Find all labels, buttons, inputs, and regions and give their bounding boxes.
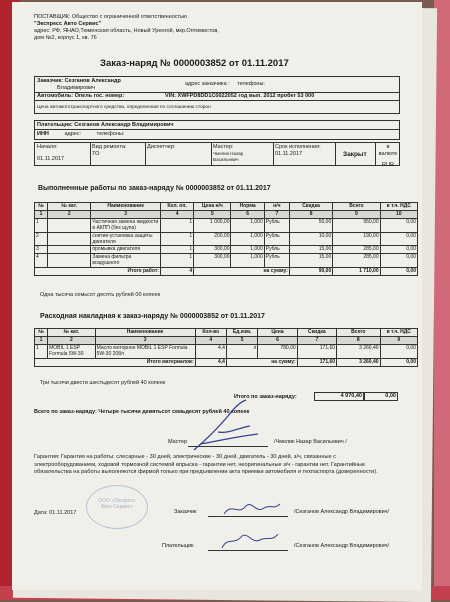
deadline-cell bbox=[275, 144, 331, 158]
mat-col-price: Цена bbox=[258, 329, 297, 337]
payer-box bbox=[34, 120, 400, 140]
supplier-address-1: адрес: РФ, ЯНАО,Тюменская область, Новый Уренгой, мкр.Оптимистов, bbox=[34, 27, 219, 34]
works-col-vat: в т.ч. НДС bbox=[380, 203, 417, 211]
materials-total-vat: 0,00 bbox=[380, 358, 417, 366]
works-cell bbox=[48, 246, 91, 254]
payer-sign-label: Плательщик bbox=[162, 543, 194, 549]
currency-cell bbox=[377, 144, 399, 169]
materials-sum-label: на сумму: bbox=[226, 358, 297, 366]
mat-num-9: 9 bbox=[380, 337, 417, 345]
works-col-qty: Кол. оп. bbox=[160, 203, 193, 211]
materials-heading: Расходная накладная к заказ-наряду № 0000003852 от 01.11.2017 bbox=[40, 313, 265, 320]
deadline-value: 01.11.2017 bbox=[275, 150, 303, 157]
works-col-norm: Норма bbox=[231, 203, 264, 211]
client-name-2: Владимирович bbox=[57, 85, 96, 91]
works-cell: снятие-установка защиты двигателя bbox=[91, 232, 161, 246]
materials-total-label: Итого материалов: bbox=[35, 358, 196, 366]
client-name: Сезганов Александр bbox=[64, 78, 121, 84]
works-cell: 285,00 bbox=[333, 246, 380, 254]
master-sign-name: /Чмелик Назар Васильевич / bbox=[274, 439, 347, 445]
mat-num-5: 5 bbox=[226, 337, 257, 345]
works-cell: 950,00 bbox=[333, 219, 380, 233]
dispatcher-label: Диспетчер: bbox=[147, 144, 176, 150]
mat-num-4: 4 bbox=[195, 337, 226, 345]
mat-cell: 0,00 bbox=[380, 345, 417, 359]
works-col-unit: н/ч bbox=[264, 203, 289, 211]
works-total-vat: 0,00 bbox=[380, 267, 417, 275]
customer-sign-name: /Сезганов Александр Владимирович/ bbox=[294, 509, 390, 515]
consent-text: Цена автомототранспортного средства, определенная по соглашению сторон bbox=[37, 105, 211, 110]
works-total-label: Итого работ: bbox=[35, 267, 161, 275]
grand-total-words: Всего по заказ-наряду: Четыре тысячи девятьсот семьдесят рублей 40 копеек bbox=[34, 409, 250, 415]
materials-total-discount: 171,60 bbox=[297, 358, 336, 366]
materials-table bbox=[34, 328, 418, 367]
works-cell: 1 000,00 bbox=[194, 219, 231, 233]
grand-total-label: Итого по заказ-наряду: bbox=[234, 394, 297, 400]
mat-col-num: № bbox=[35, 329, 48, 337]
document-date: Дата: 01.11.2017 bbox=[34, 510, 77, 516]
works-num-4: 4 bbox=[160, 211, 193, 219]
payer-label: Плательщик: bbox=[37, 122, 73, 128]
works-num-9: 9 bbox=[333, 211, 380, 219]
works-cell: 1 bbox=[160, 232, 193, 246]
grand-total-vat: 0,00 bbox=[364, 392, 398, 401]
works-cell: Частичная замена жидкости в АКПП (без щупа) bbox=[91, 219, 161, 233]
works-total-sum: 1 710,00 bbox=[333, 267, 380, 275]
mat-num-1: 1 bbox=[35, 337, 48, 345]
works-cell: 300,00 bbox=[194, 246, 231, 254]
payer-name: Сезганов Александр Владимирович bbox=[74, 122, 174, 128]
payer-sign-name: /Сезганов Александр Владимирович/ bbox=[294, 543, 390, 549]
vin-value: XWFPD8DD1C0022052 год вып. 2012 пробег 53 000 bbox=[177, 93, 315, 99]
works-heading: Выполненные работы по заказ-наряду № 0000003852 от 01.11.2017 bbox=[38, 185, 271, 192]
works-cell: 0,00 bbox=[380, 246, 417, 254]
works-num-8: 8 bbox=[289, 211, 332, 219]
supplier-line: ПОСТАВЩИК: Общество с ограниченной ответственностью bbox=[34, 14, 188, 20]
works-col-cat: № кат. bbox=[48, 203, 91, 211]
works-col-total: Всего bbox=[333, 203, 380, 211]
warranty-text: Гарантия: Гарантия на работы: слесарные - 30 дней, электрические - 30 дней, двигатель - 30 дней, з/ч, связанные с электрооборудованием, ходовой тормозной системой впрыска - гарантии нет, неоригинальные з/ч - гарантии нет. Гарантийные обязательства на работы выполняются фирмой только при предъявлении акта приемки автомобиля и техпаспорта (доверенности). bbox=[34, 454, 378, 476]
works-cell: 1,000 bbox=[231, 254, 264, 268]
works-num-2: 2 bbox=[48, 211, 91, 219]
works-col-name: Наименование bbox=[91, 203, 161, 211]
customer-box bbox=[34, 76, 400, 114]
mat-col-qty: Кол-во bbox=[195, 329, 226, 337]
master-cell bbox=[213, 144, 263, 162]
start-label: Начало: bbox=[37, 144, 58, 150]
company-stamp bbox=[86, 485, 148, 529]
mat-num-7: 7 bbox=[297, 337, 336, 345]
works-cell: 200,00 bbox=[194, 232, 231, 246]
materials-header-row bbox=[35, 329, 418, 337]
works-cell: Замена фильтра воздушного bbox=[91, 254, 161, 268]
works-cell: промывка двигателя bbox=[91, 246, 161, 254]
mat-col-total: Всего bbox=[337, 329, 380, 337]
works-num-1: 1 bbox=[35, 211, 48, 219]
works-cell: 1,000 bbox=[231, 219, 264, 233]
repair-cell bbox=[92, 144, 142, 158]
works-total-row bbox=[35, 267, 418, 275]
works-cell: 1 bbox=[160, 254, 193, 268]
materials-total-words: Три тысячи двести шестьдесят рублей 40 копеек bbox=[40, 380, 166, 386]
work-order-document bbox=[12, 2, 422, 590]
works-num-7: 7 bbox=[264, 211, 289, 219]
works-cell: 4 bbox=[35, 254, 48, 268]
mat-col-unit: Ед.изм. bbox=[226, 329, 257, 337]
car-value: Опель bbox=[74, 93, 93, 99]
mat-cell: Масло моторное MOBIL 1 ESP Formula 5W-30 208л bbox=[95, 345, 195, 359]
mat-cell: 1 bbox=[35, 345, 48, 359]
works-cell: Рубль bbox=[264, 254, 289, 268]
table-row bbox=[35, 246, 418, 254]
stamp-text: ООО «Экспресс Авто Сервис» bbox=[98, 498, 136, 511]
customer-signature bbox=[222, 498, 282, 520]
repair-label: Вид ремонта: bbox=[92, 144, 127, 150]
works-cell: 15,00 bbox=[289, 246, 332, 254]
mat-col-name: Наименование bbox=[95, 329, 195, 337]
payer-signature bbox=[220, 530, 280, 552]
works-cell: 0,00 bbox=[380, 232, 417, 246]
works-cell: 1 bbox=[160, 246, 193, 254]
works-num-3: 3 bbox=[91, 211, 161, 219]
client-address-label: адрес заказчика : bbox=[185, 81, 230, 87]
materials-number-row bbox=[35, 337, 418, 345]
repair-value: ТО bbox=[92, 150, 100, 157]
mat-num-6: 6 bbox=[258, 337, 297, 345]
client-label: Заказчик: bbox=[37, 78, 64, 84]
table-row bbox=[35, 345, 418, 359]
client-phones-label: телефоны: bbox=[237, 81, 265, 87]
works-cell: 1 bbox=[160, 219, 193, 233]
vin-label: VIN: bbox=[165, 93, 176, 99]
inn-address-label: адрес: bbox=[64, 131, 82, 137]
car-label: Автомобиль: bbox=[37, 93, 74, 99]
master-value: Чмелик Назар Васильевич bbox=[213, 150, 244, 162]
master-signature bbox=[188, 398, 268, 456]
works-cell: 190,00 bbox=[333, 232, 380, 246]
works-cell: 1,000 bbox=[231, 246, 264, 254]
works-cell: Рубль bbox=[264, 232, 289, 246]
master-sign-label: Мастер bbox=[168, 439, 188, 445]
mat-cell: MOBIL 1 ESP Formula 5W-30 bbox=[48, 345, 95, 359]
works-cell: 3 bbox=[35, 246, 48, 254]
works-col-num: № bbox=[35, 203, 48, 211]
inn-label: ИНН bbox=[37, 131, 49, 137]
table-row bbox=[35, 232, 418, 246]
mat-cell: 4,4 bbox=[195, 345, 226, 359]
mat-num-2: 2 bbox=[48, 337, 95, 345]
customer-sign-label: Заказчик bbox=[174, 509, 197, 515]
works-num-5: 5 bbox=[194, 211, 231, 219]
works-cell bbox=[48, 219, 91, 233]
status-badge: Закрыт bbox=[343, 151, 367, 158]
folder-edge-right bbox=[434, 0, 450, 600]
mat-cell: 780,00 bbox=[258, 345, 297, 359]
works-num-6: 6 bbox=[231, 211, 264, 219]
works-sum-label: на сумму: bbox=[194, 267, 290, 275]
mat-cell: 171,60 bbox=[297, 345, 336, 359]
currency-value: RUR bbox=[382, 161, 394, 168]
start-cell bbox=[37, 144, 87, 163]
master-label: Мастер: bbox=[213, 144, 234, 150]
works-total-words: Одна тысяча семьсот десять рублей 00 копеек bbox=[40, 292, 161, 298]
works-cell: 0,00 bbox=[380, 219, 417, 233]
mat-col-discount: Скидка bbox=[297, 329, 336, 337]
works-number-row bbox=[35, 211, 418, 219]
works-cell bbox=[48, 254, 91, 268]
materials-total-sum: 3 260,40 bbox=[337, 358, 380, 366]
works-total-qty: 4 bbox=[160, 267, 193, 275]
mat-col-vat: в т.ч. НДС bbox=[380, 329, 417, 337]
mat-col-cat: № кат. bbox=[48, 329, 95, 337]
works-cell: 1 bbox=[35, 219, 48, 233]
works-cell: Рубль bbox=[264, 246, 289, 254]
works-cell: 10,00 bbox=[289, 232, 332, 246]
works-cell: 2 bbox=[35, 232, 48, 246]
works-cell: 50,00 bbox=[289, 219, 332, 233]
deadline-label: Срок исполнения: bbox=[275, 144, 321, 150]
grand-total-sum: 4 970,40 bbox=[314, 392, 364, 401]
works-col-price: Цена н/ч bbox=[194, 203, 231, 211]
works-cell bbox=[48, 232, 91, 246]
currency-label: в валюте bbox=[378, 144, 398, 157]
mat-cell: л bbox=[226, 345, 257, 359]
works-col-discount: Скидка bbox=[289, 203, 332, 211]
works-total-discount: 90,00 bbox=[289, 267, 332, 275]
materials-total-row bbox=[35, 358, 418, 366]
plate-label: гос. номер: bbox=[93, 93, 125, 99]
supplier-block bbox=[34, 14, 364, 42]
table-row bbox=[35, 219, 418, 233]
works-cell: 1,000 bbox=[231, 232, 264, 246]
works-cell: 300,00 bbox=[194, 254, 231, 268]
inn-phones-label: телефоны: bbox=[96, 131, 125, 137]
works-table bbox=[34, 202, 418, 276]
works-cell: 285,00 bbox=[333, 254, 380, 268]
document-title: Заказ-наряд № 0000003852 от 01.11.2017 bbox=[100, 58, 289, 69]
works-cell: 0,00 bbox=[380, 254, 417, 268]
table-row bbox=[35, 254, 418, 268]
mat-num-8: 8 bbox=[337, 337, 380, 345]
works-cell: Рубль bbox=[264, 219, 289, 233]
mat-cell: 3 260,40 bbox=[337, 345, 380, 359]
materials-total-qty: 4,4 bbox=[195, 358, 226, 366]
works-header-row bbox=[35, 203, 418, 211]
order-info-strip bbox=[34, 142, 400, 166]
start-value: 01.11.2017 bbox=[37, 155, 65, 162]
works-num-10: 10 bbox=[380, 211, 417, 219]
works-cell: 15,00 bbox=[289, 254, 332, 268]
supplier-address-2: дом №2, корпус 1, кв. 76 bbox=[34, 34, 97, 41]
supplier-name: "Экспресс Авто Сервис" bbox=[34, 20, 102, 27]
mat-num-3: 3 bbox=[95, 337, 195, 345]
